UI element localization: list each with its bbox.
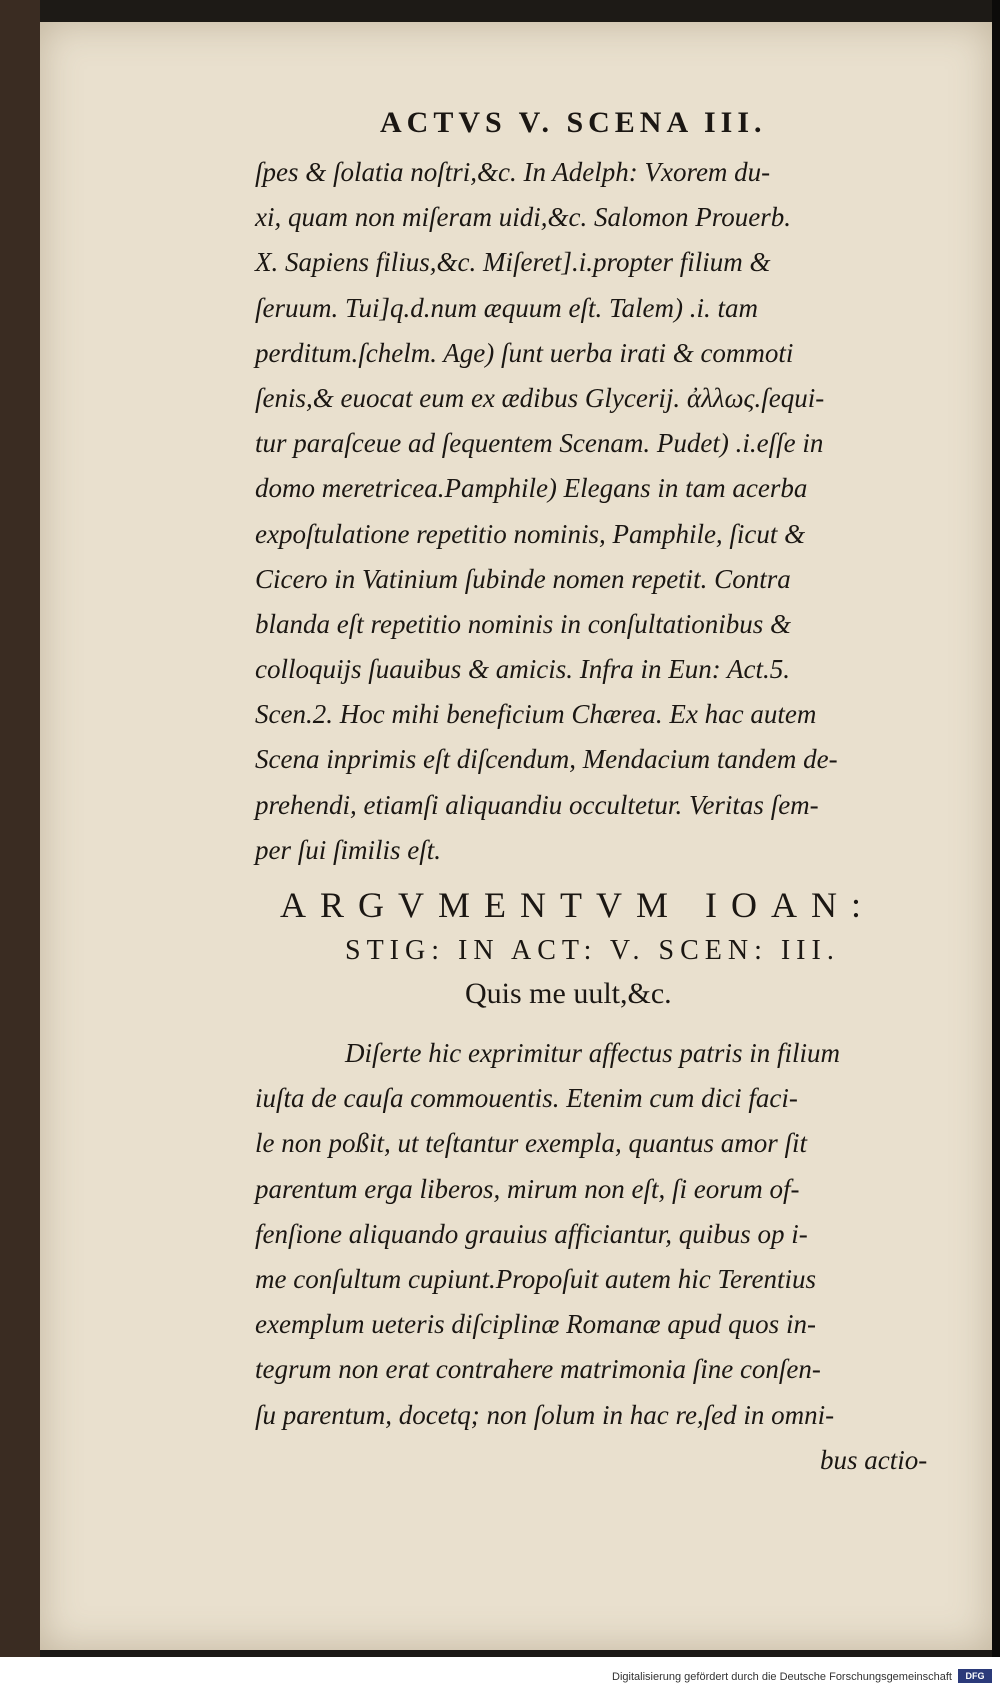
argument-line: le non poßit, ut teſtantur exempla, quantus amor ſit (255, 1128, 807, 1159)
commentary-line: ſeruum. Tui]q.d.num æquum eſt. Talem) .i. tam (255, 292, 759, 323)
argument-line: iuſta de cauſa commouentis. Etenim cum dici faci- (255, 1083, 798, 1114)
commentary-line: colloquijs ſuauibus & amicis. Infra in Eun: Act.5. (255, 654, 790, 685)
argument-line: fenſione aliquando grauius afficiantur, quibus op i- (255, 1218, 808, 1249)
commentary-line: domo meretricea.Pamphile) Elegans in tam acerba (255, 473, 808, 504)
commentary-line: expoſtulatione repetitio nominis, Pamphile, ſicut & (255, 518, 806, 549)
argument-line: Diſerte hic exprimitur affectus patris in filium (345, 1038, 840, 1068)
commentary-line: X. Sapiens filius,&c. Miſeret].i.propter filium & (255, 247, 771, 278)
commentary-line: Scen.2. Hoc mihi beneficium Chærea. Ex hac autem (255, 699, 817, 730)
commentary-line: prehendi, etiamſi aliquandiu occultetur. Veritas ſem- (255, 789, 819, 820)
scan-edge (992, 0, 1000, 1697)
main-text (255, 150, 955, 1483)
running-head: ACTVS V. SCENA III. (380, 106, 767, 139)
commentary-line: Scena inprimis eſt diſcendum, Mendacium tandem de- (255, 744, 838, 775)
argument-line: bus actio- (820, 1444, 928, 1475)
commentary-line: ſpes & ſolatia noſtri,&c. In Adelph: Vxorem du- (255, 157, 771, 187)
argument-subtitle: STIG: IN ACT: V. SCEN: III. (345, 935, 840, 966)
funding-credit: Digitalisierung gefördert durch die Deutsche Forschungsgemeinschaft (612, 1671, 952, 1683)
argument-quote: Quis me uult,&c. (465, 977, 672, 1010)
commentary-line: ſenis,& euocat eum ex ædibus Glycerij. ἀλλως.ſequi- (255, 382, 825, 413)
footer-bar (0, 1657, 1000, 1697)
argument-line: exemplum ueteris diſciplinæ Romanæ apud quos in- (255, 1309, 816, 1340)
commentary-line: perditum.ſchelm. Age) ſunt uerba irati & commoti (255, 337, 794, 368)
commentary-line: blanda eſt repetitio nominis in conſultationibus & (255, 608, 791, 639)
dfg-logo: DFG (958, 1669, 992, 1683)
argument-line: parentum erga liberos, mirum non eſt, ſi eorum of- (255, 1173, 800, 1204)
argument-title: ARGVMENTVM IOAN: (280, 885, 875, 925)
book-spine (0, 0, 40, 1697)
argument-line: tegrum non erat contrahere matrimonia ſine conſen- (255, 1354, 821, 1385)
commentary-line: per ſui ſimilis eſt. (255, 834, 441, 865)
commentary-line: Cicero in Vatinium ſubinde nomen repetit. Contra (255, 563, 791, 594)
argument-line: me conſultum cupiunt.Propoſuit autem hic Terentius (255, 1263, 816, 1294)
commentary-line: tur paraſceue ad ſequentem Scenam. Pudet) .i.eſſe in (255, 428, 824, 459)
argument-line: ſu parentum, docetq; non ſolum in hac re,ſed in omni- (255, 1399, 835, 1430)
commentary-line: xi, quam non miſeram uidi,&c. Salomon Prouerb. (255, 202, 791, 233)
